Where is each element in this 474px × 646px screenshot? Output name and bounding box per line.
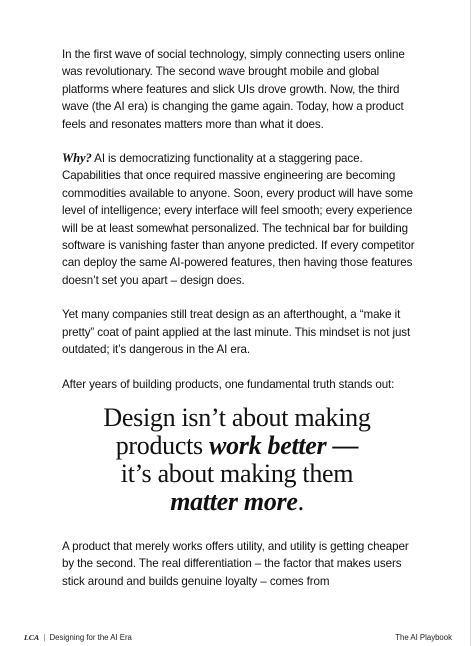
footer-left: [24, 633, 132, 643]
paragraph-intro: In the first wave of social technology, simply connecting users online was revolutionary. The second wave brought mobile and global platforms where features and slick UIs drove growth. Now, the third wave (the AI era) is changing the game again. Today, how a product feels and resonates matters more than what it does.: [62, 48, 405, 131]
paragraph-afterthought: Yet many companies still treat design as an afterthought, a “make it pretty” coat of paint applied at the last minute. This mindset is not just outdated; it’s dangerous in the AI era.: [62, 308, 411, 357]
why-lead: Why?: [62, 151, 92, 166]
body-text: [62, 46, 422, 410]
quote-emphasis-work-better: work better —: [209, 431, 359, 460]
paragraph-why: [62, 150, 422, 289]
quote-line-2-start: products: [115, 431, 210, 460]
quote-line-1: Design isn’t about making: [103, 403, 371, 432]
lca-logo: LCA: [24, 633, 40, 642]
page-footer: [24, 633, 452, 643]
why-body: AI is democratizing functionality at a staggering pace. Capabilities that once required massive engineering are becoming commodities available to anyone. Soon, every product will have some level of intelligence; every interface will feel smooth; every experience will be at least somewhat personalized. The technical bar for building software is vanishing faster than anyone predicted. If every competitor can deploy the same AI-powered features, then having those features doesn’t set you apart – design does.: [62, 152, 415, 287]
quote-line-3: it’s about making them: [120, 459, 354, 488]
footer-book-title: The AI Playbook: [395, 633, 452, 642]
page-edge-divider: [470, 0, 471, 646]
pull-quote: [40, 404, 434, 516]
quote-emphasis-matter-more: matter more: [170, 487, 298, 516]
quote-line-4: [40, 488, 434, 516]
paragraph-truth: After years of building products, one fundamental truth stands out:: [62, 377, 395, 391]
quote-period: .: [297, 487, 304, 516]
quote-line-2: [40, 432, 434, 460]
footer-separator: |: [43, 633, 46, 642]
footer-chapter-title: Designing for the AI Era: [49, 633, 132, 642]
paragraph-utility: A product that merely works offers utility, and utility is getting cheaper by the second. The real differentiation – the factor that makes users stick around and builds genuine loyalty – comes from: [62, 540, 409, 588]
